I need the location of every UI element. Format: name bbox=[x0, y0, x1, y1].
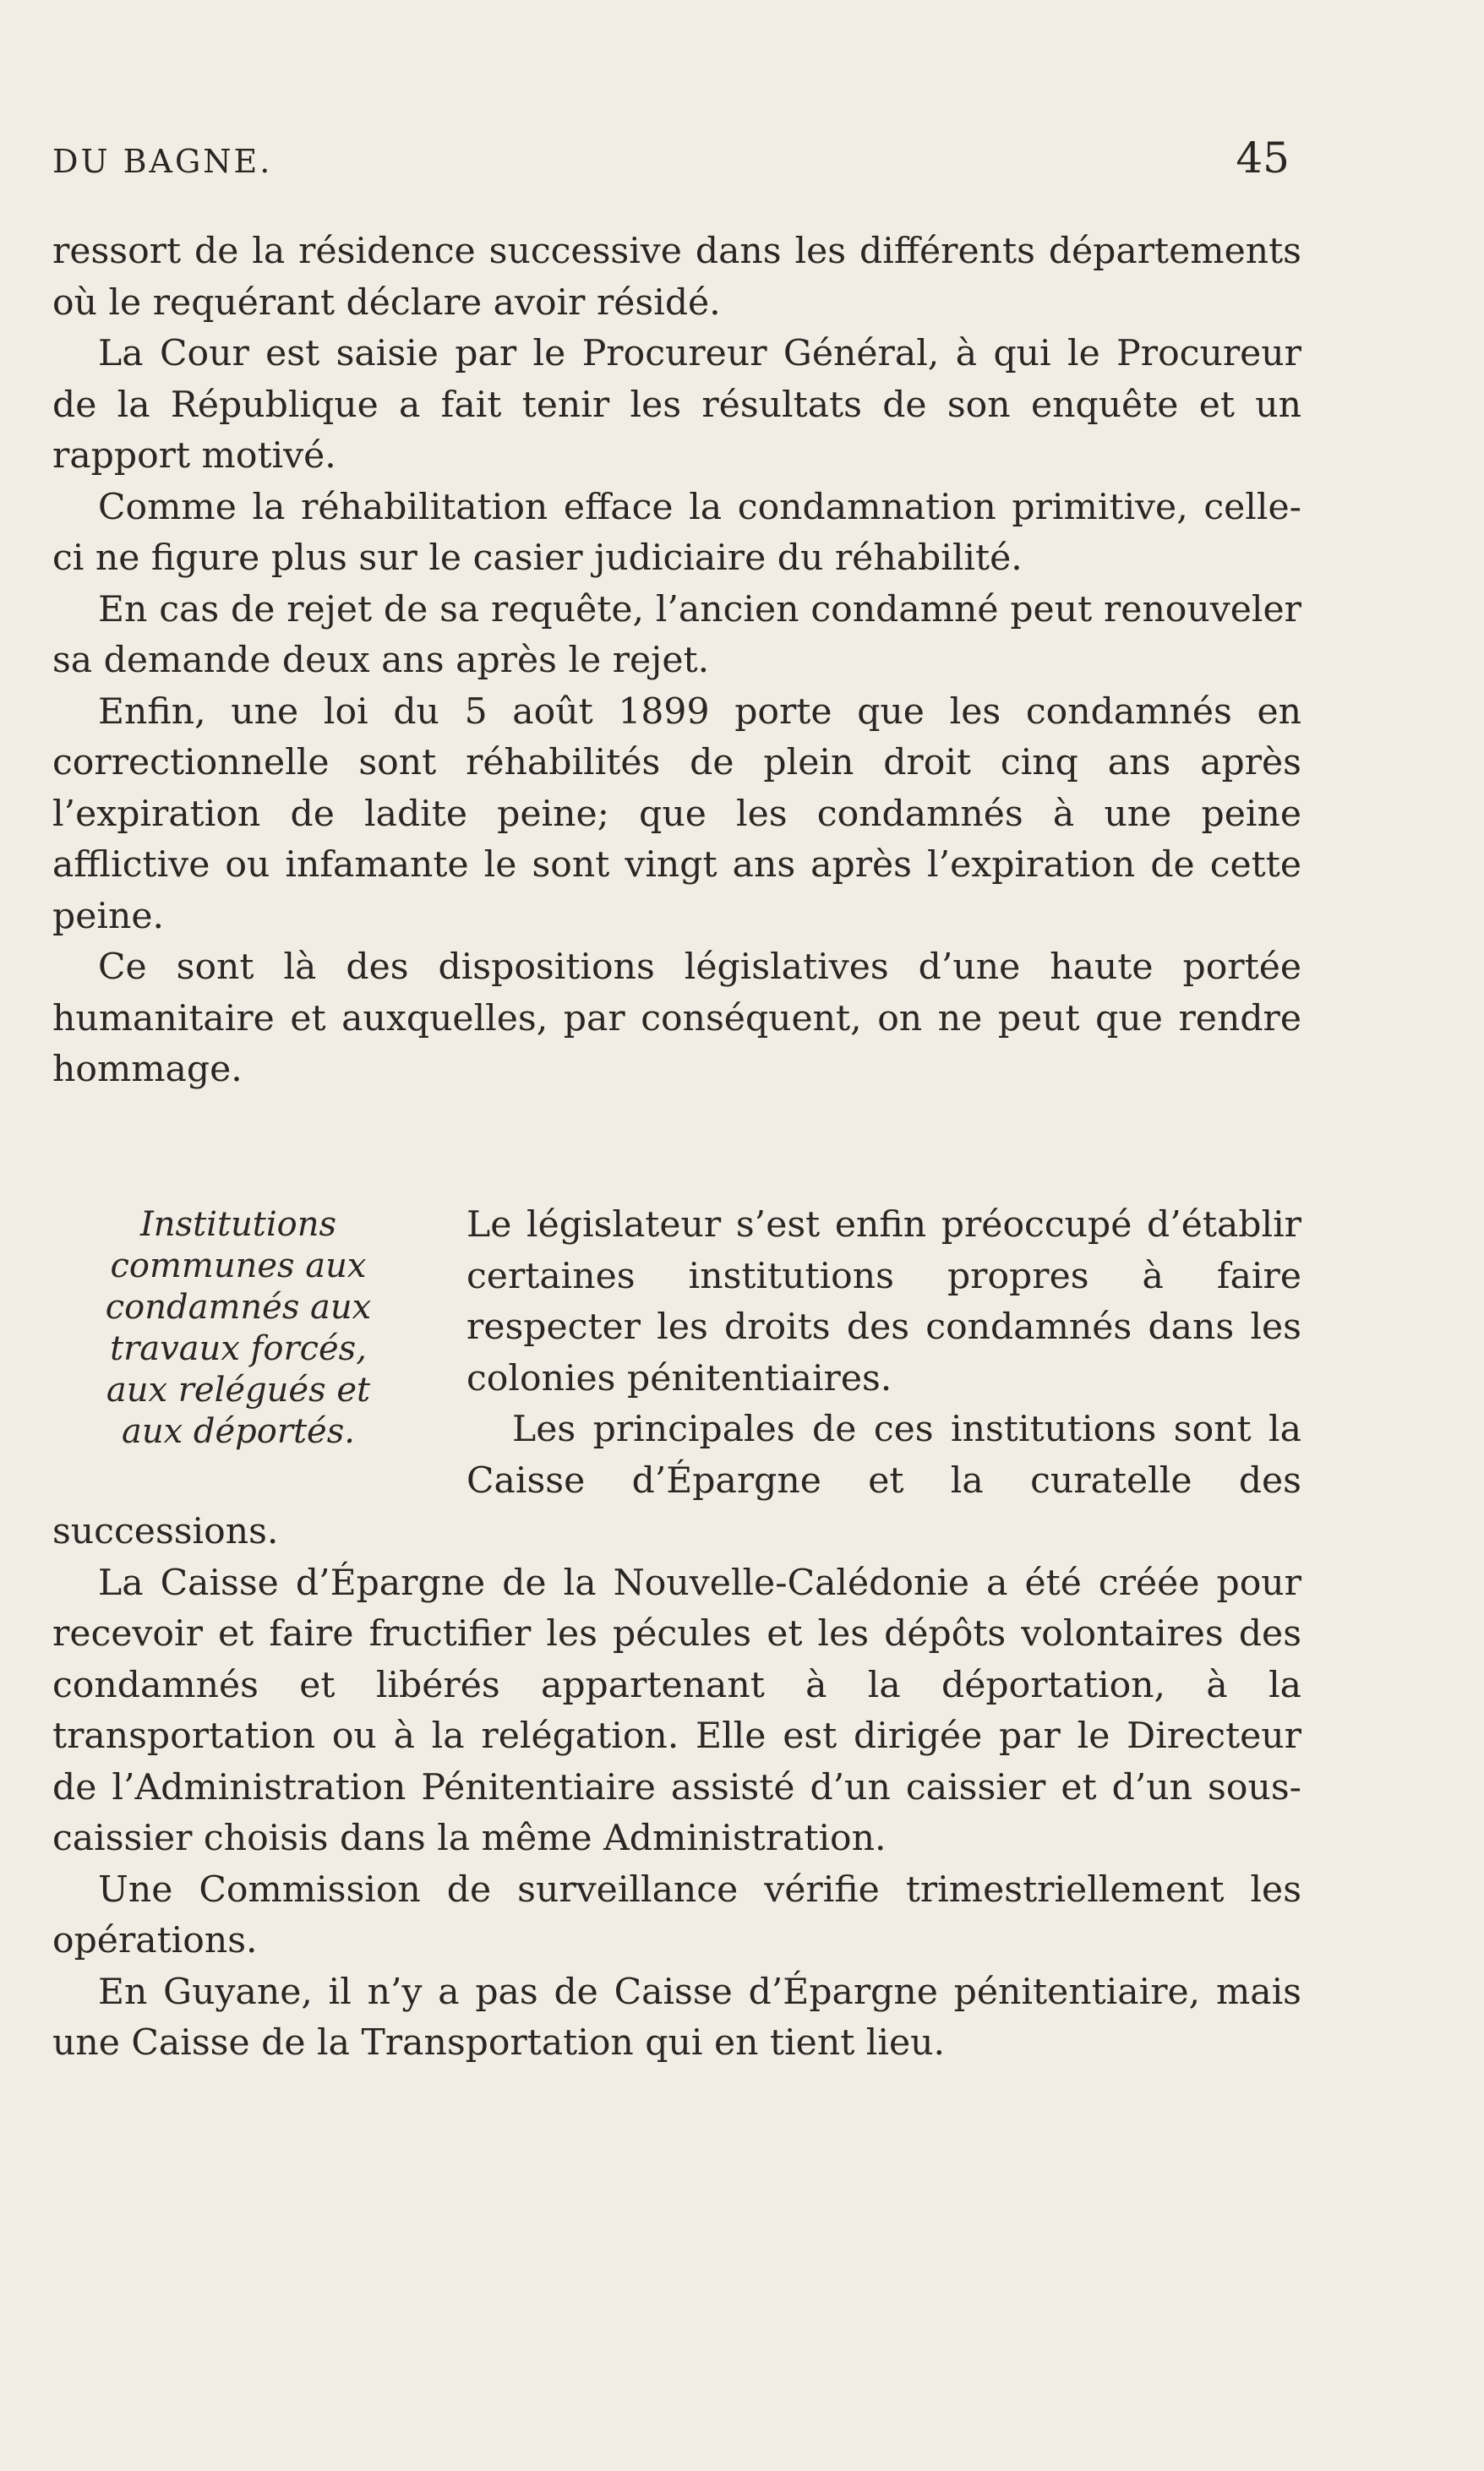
paragraph: Les principales de ces institutions sont la Caisse d’Épargne et la curatelle des successions. bbox=[52, 1409, 1301, 1552]
paragraph: En Guyane, il n’y a pas de Caisse d’Épargne pénitentiaire, mais une Caisse de la Transportation qui en tient lieu. bbox=[52, 1971, 1301, 2064]
marginal-note-line: aux déportés. bbox=[122, 1412, 355, 1451]
paragraph: Une Commission de surveillance vérifie trimestriellement les opérations. bbox=[52, 1868, 1301, 1961]
text-block-top bbox=[52, 226, 1301, 1096]
marginal-note-line: Institutions bbox=[139, 1205, 337, 1244]
paragraph: La Cour est saisie par le Procureur Général, à qui le Procureur de la République a fait tenir les résultats de son enquête et un rapport motivé. bbox=[52, 333, 1301, 477]
page-header bbox=[52, 134, 1290, 183]
marginal-note-line: communes aux bbox=[110, 1246, 367, 1285]
marginal-note-line: travaux forcés, bbox=[110, 1329, 367, 1368]
text-block-bottom bbox=[52, 1200, 1301, 2070]
paragraph: En cas de rejet de sa requête, l’ancien condamné peut renouveler sa demande deux ans après le rejet. bbox=[52, 588, 1301, 681]
marginal-note-line: aux relégués et bbox=[106, 1371, 371, 1410]
paragraph: Comme la réhabilitation efface la condamnation primitive, celle-ci ne figure plus sur le casier judiciaire du réhabilité. bbox=[52, 486, 1301, 579]
page-number: 45 bbox=[1236, 134, 1290, 183]
marginal-note bbox=[52, 1200, 424, 1466]
paragraph: ressort de la résidence successive dans les différents départements où le requérant déclare avoir résidé. bbox=[52, 231, 1301, 324]
paragraph: Enfin, une loi du 5 août 1899 porte que les condamnés en correctionnelle sont réhabilités de plein droit cinq ans après l’expiration de ladite peine; que les condamnés à une peine afflictive ou infamante le sont vingt ans après l’expiration de cette peine. bbox=[52, 690, 1301, 937]
marginal-note-line: condamnés aux bbox=[105, 1288, 372, 1327]
running-head: DU BAGNE. bbox=[52, 143, 273, 180]
paragraph: Ce sont là des dispositions législatives d’une haute portée humanitaire et auxquelles, par conséquent, on ne peut que rendre hommage. bbox=[52, 946, 1301, 1090]
paragraph: La Caisse d’Épargne de la Nouvelle-Calédonie a été créée pour recevoir et faire fructifier les pécules et les dépôts volontaires des condamnés et libérés appartenant à la déportation, à la transportation ou à la relégation. Elle est dirigée par le Directeur de l’Administration Pénitentiaire assisté d’un caissier et d’un sous-caissier choisis dans la même Administration. bbox=[52, 1562, 1301, 1859]
paragraph: Le législateur s’est enfin préoccupé d’établir certaines institutions propres à faire respecter les droits des condamnés dans les colonies pénitentiaires. bbox=[466, 1204, 1301, 1399]
